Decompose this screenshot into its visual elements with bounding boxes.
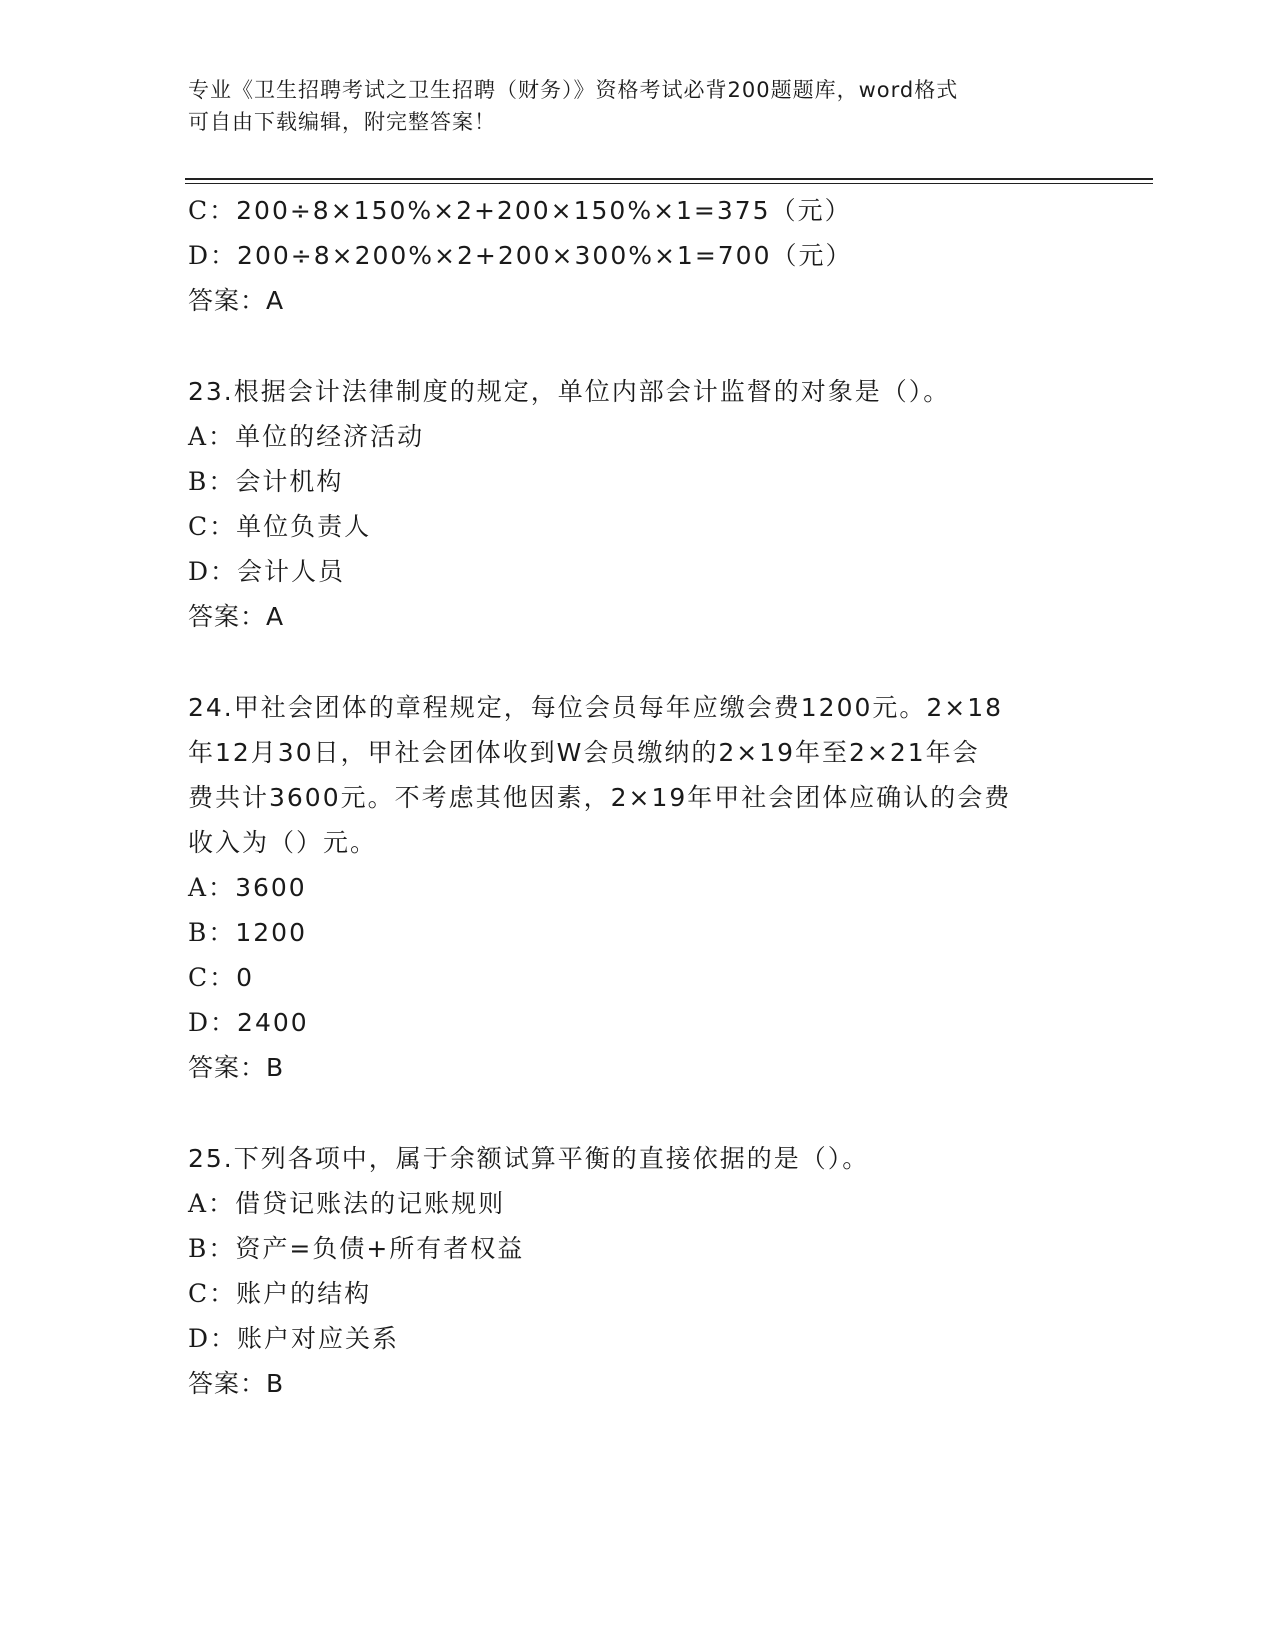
option-key: A： bbox=[188, 422, 236, 451]
option-a bbox=[188, 1181, 1068, 1226]
option-c bbox=[188, 1271, 1068, 1316]
option-key: C： bbox=[188, 963, 237, 992]
option-c bbox=[188, 188, 1068, 233]
question-stem-line-1: 24.甲社会团体的章程规定，每位会员每年应缴会费1200元。2×18 bbox=[188, 693, 1004, 722]
option-text: 会计机构 bbox=[235, 467, 344, 496]
option-c bbox=[188, 955, 1068, 1000]
option-a bbox=[188, 865, 1068, 910]
option-text: 0 bbox=[236, 963, 255, 992]
question-stem: 23.根据会计法律制度的规定，单位内部会计监督的对象是（）。 bbox=[188, 377, 951, 406]
option-key: B： bbox=[188, 1234, 236, 1263]
option-text: 1200 bbox=[235, 918, 307, 947]
option-text: 单位负责人 bbox=[236, 512, 372, 541]
option-key: B： bbox=[188, 918, 236, 947]
option-text: 200÷8×200%×2+200×300%×1=700（元） bbox=[237, 241, 853, 270]
header-rule-thin bbox=[185, 183, 1153, 184]
option-text: 3600 bbox=[235, 873, 307, 902]
option-b bbox=[188, 459, 1068, 504]
option-b bbox=[188, 1226, 1068, 1271]
header-rule-thick bbox=[185, 178, 1153, 180]
question-stem-line-3: 费共计3600元。不考虑其他因素，2×19年甲社会团体应确认的会费 bbox=[188, 783, 1012, 812]
option-text: 2400 bbox=[237, 1008, 309, 1037]
question-stem-line-4: 收入为（）元。 bbox=[188, 828, 378, 857]
option-d bbox=[188, 1000, 1068, 1045]
spacer bbox=[188, 1090, 1068, 1136]
option-c bbox=[188, 504, 1068, 549]
option-text: 单位的经济活动 bbox=[235, 422, 425, 451]
option-key: C： bbox=[188, 196, 237, 225]
option-key: B： bbox=[188, 467, 236, 496]
question-24 bbox=[188, 685, 1068, 1090]
spacer bbox=[188, 639, 1068, 685]
option-b bbox=[188, 910, 1068, 955]
spacer bbox=[188, 323, 1068, 369]
option-key: C： bbox=[188, 512, 237, 541]
header-line-1: 专业《卫生招聘考试之卫生招聘（财务）》资格考试必背200题题库，word格式 bbox=[188, 78, 959, 102]
option-text: 账户对应关系 bbox=[237, 1324, 400, 1353]
option-key: D： bbox=[188, 557, 238, 586]
header-line-2: 可自由下载编辑，附完整答案！ bbox=[188, 110, 496, 134]
option-text: 借贷记账法的记账规则 bbox=[235, 1189, 506, 1218]
option-key: C： bbox=[188, 1279, 237, 1308]
option-text: 200÷8×150%×2+200×150%×1=375（元） bbox=[236, 196, 852, 225]
option-d bbox=[188, 549, 1068, 594]
option-key: A： bbox=[188, 873, 236, 902]
question-stem-line-2: 年12月30日，甲社会团体收到W会员缴纳的2×19年至2×21年会 bbox=[188, 738, 980, 767]
option-text: 会计人员 bbox=[237, 557, 346, 586]
option-key: D： bbox=[188, 1324, 238, 1353]
option-text: 资产=负债+所有者权益 bbox=[235, 1234, 525, 1263]
question-continued bbox=[188, 188, 1068, 323]
question-23 bbox=[188, 369, 1068, 639]
answer-line: 答案：B bbox=[188, 1053, 285, 1082]
option-key: D： bbox=[188, 241, 238, 270]
question-25 bbox=[188, 1136, 1068, 1406]
answer-line: 答案：A bbox=[188, 286, 285, 315]
answer-line: 答案：B bbox=[188, 1369, 285, 1398]
option-key: A： bbox=[188, 1189, 236, 1218]
document-header bbox=[188, 74, 1068, 138]
option-d bbox=[188, 233, 1068, 278]
option-text: 账户的结构 bbox=[236, 1279, 372, 1308]
question-stem: 25.下列各项中，属于余额试算平衡的直接依据的是（）。 bbox=[188, 1144, 870, 1173]
question-content bbox=[188, 188, 1068, 1406]
option-a bbox=[188, 414, 1068, 459]
option-key: D： bbox=[188, 1008, 238, 1037]
answer-line: 答案：A bbox=[188, 602, 285, 631]
option-d bbox=[188, 1316, 1068, 1361]
